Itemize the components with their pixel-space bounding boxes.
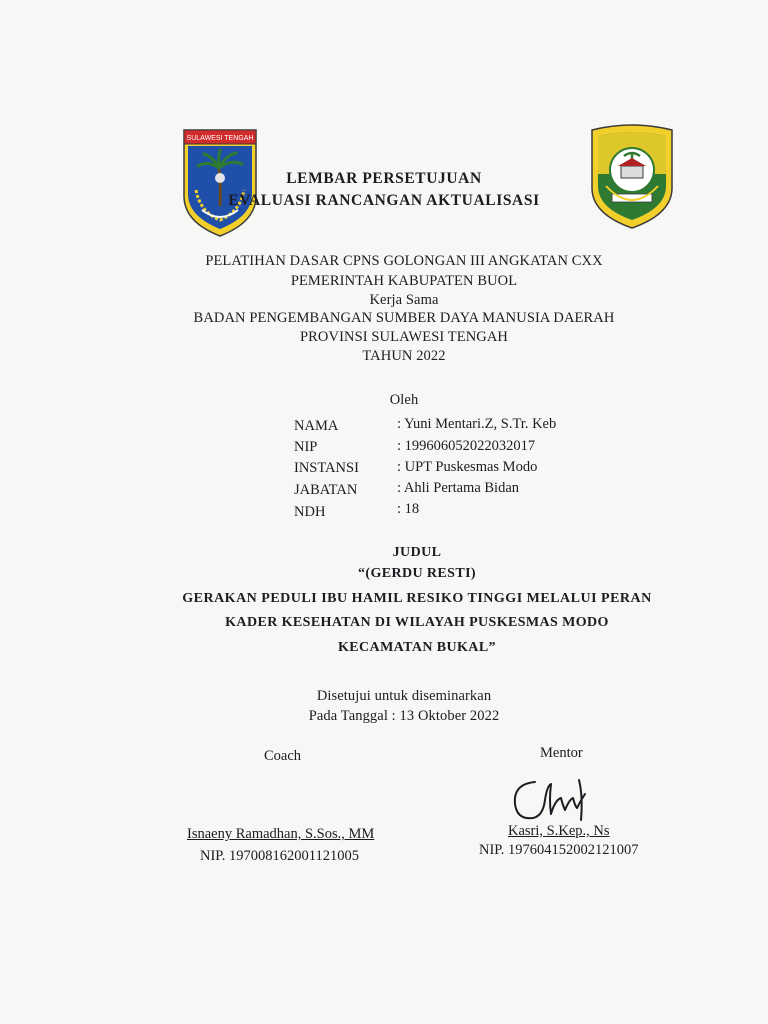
identity-value-nama: : Yuni Mentari.Z, S.Tr. Keb (397, 416, 557, 432)
mentor-name: Kasri, S.Kep., Ns (508, 823, 610, 839)
identity-label-jabatan: JABATAN (294, 482, 358, 498)
mentor-role: Mentor (540, 745, 583, 761)
institution-line-6: TAHUN 2022 (362, 348, 446, 364)
identity-label-ndh: NDH (294, 504, 326, 520)
oleh-label: Oleh (389, 392, 419, 408)
mentor-signature (505, 770, 595, 828)
coach-name: Isnaeny Ramadhan, S.Sos., MM (187, 826, 375, 842)
institution-line-5: PROVINSI SULAWESI TENGAH (300, 329, 508, 345)
coach-nip: NIP. 197008162001121005 (200, 848, 359, 864)
coach-role: Coach (264, 748, 302, 764)
heading-line-2: EVALUASI RANCANGAN AKTUALISASI (228, 192, 540, 209)
judul-label: JUDUL (392, 545, 442, 560)
mentor-nip: NIP. 197604152002121007 (479, 842, 639, 858)
institution-line-2: PEMERINTAH KABUPATEN BUOL (290, 273, 518, 289)
identity-value-ndh: : 18 (397, 501, 420, 517)
institution-line-1: PELATIHAN DASAR CPNS GOLONGAN III ANGKATAN CXX (205, 253, 603, 269)
heading-line-1: LEMBAR PERSETUJUAN (286, 170, 482, 187)
identity-value-nip: : 199606052022032017 (397, 438, 536, 454)
approval-line-2: Pada Tanggal : 13 Oktober 2022 (308, 708, 500, 724)
judul-line-2: GERAKAN PEDULI IBU HAMIL RESIKO TINGGI MELALUI PERAN (182, 591, 652, 606)
judul-line-3: KADER KESEHATAN DI WILAYAH PUSKESMAS MODO (225, 615, 609, 630)
institution-line-3: Kerja Sama (369, 292, 439, 308)
identity-label-instansi: INSTANSI (294, 460, 359, 476)
judul-line-1: “(GERDU RESTI) (357, 566, 476, 581)
identity-value-jabatan: : Ahli Pertama Bidan (397, 480, 520, 496)
logo-banner-text: SULAWESI TENGAH (186, 135, 254, 142)
identity-label-nip: NIP (294, 439, 318, 455)
identity-value-instansi: : UPT Puskesmas Modo (397, 459, 538, 475)
institution-line-4: BADAN PENGEMBANGAN SUMBER DAYA MANUSIA DAERAH (193, 310, 615, 326)
judul-line-4: KECAMATAN BUKAL” (338, 640, 496, 655)
approval-line-1: Disetujui untuk diseminarkan (316, 688, 492, 704)
identity-label-nama: NAMA (294, 418, 339, 434)
